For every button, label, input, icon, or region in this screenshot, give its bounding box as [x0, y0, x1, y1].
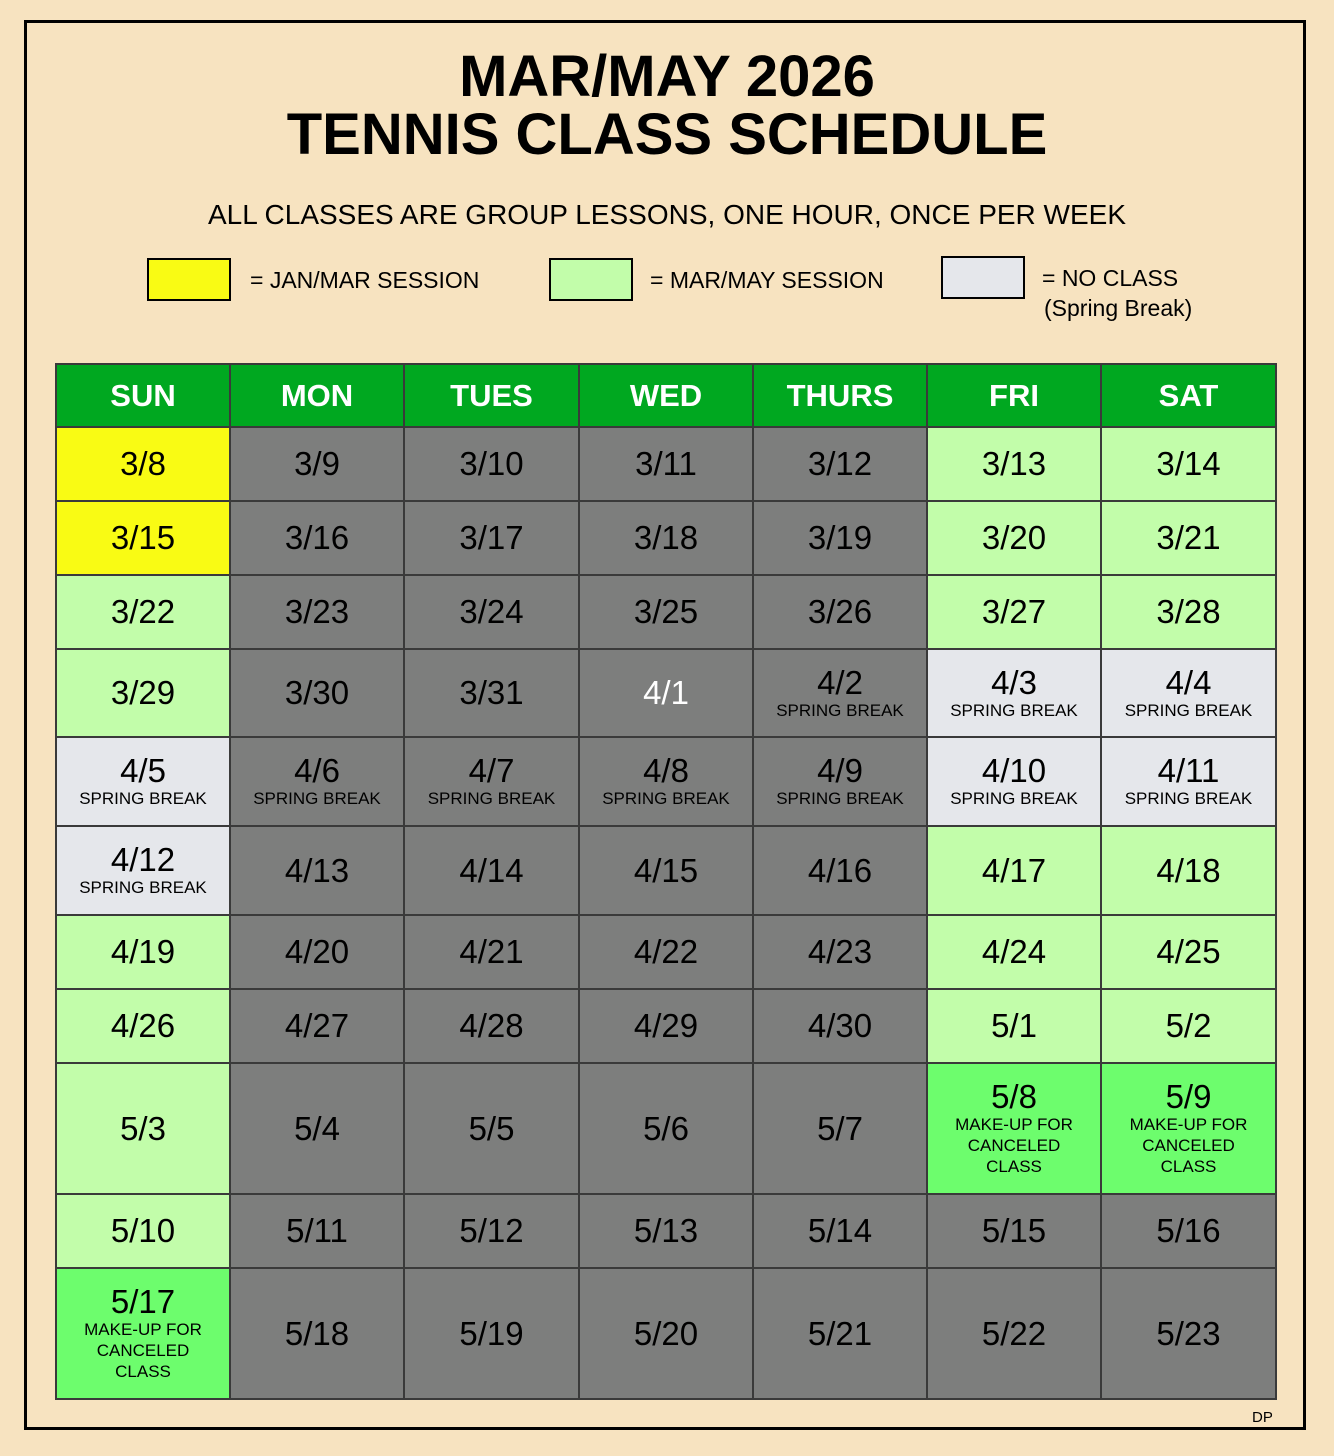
day-date: 3/19 — [807, 519, 873, 556]
day-cell — [579, 1063, 753, 1194]
day-cell — [56, 1063, 230, 1194]
day-cell — [753, 649, 927, 737]
day-note: SPRING BREAK — [79, 878, 207, 897]
day-date: 4/8 — [643, 752, 689, 789]
day-cell — [56, 915, 230, 989]
day-date: 4/1 — [643, 674, 689, 711]
day-cell — [1101, 826, 1276, 915]
day-cell — [753, 575, 927, 649]
day-cell — [753, 427, 927, 501]
day-date: 3/25 — [633, 593, 699, 630]
day-date: 3/22 — [110, 593, 176, 630]
day-date: 3/18 — [633, 519, 699, 556]
day-header-fri: FRI — [927, 364, 1101, 427]
day-date: 4/13 — [284, 851, 350, 889]
title-line-1: MAR/MAY 2026 — [459, 44, 875, 109]
day-date: 3/21 — [1156, 519, 1221, 556]
credit-initials: DP — [1252, 1409, 1273, 1426]
day-note: SPRING BREAK — [776, 700, 904, 720]
day-date: 5/12 — [459, 1212, 524, 1249]
day-cell — [579, 501, 753, 575]
legend-label-jan-mar: = JAN/MAR SESSION — [250, 267, 480, 293]
day-cell — [579, 989, 753, 1063]
day-cell — [56, 1268, 230, 1399]
day-date: 4/29 — [633, 1007, 699, 1044]
day-date: 5/7 — [817, 1109, 863, 1147]
day-date: 4/5 — [120, 752, 166, 789]
day-date: 3/29 — [110, 674, 176, 711]
day-cell — [230, 427, 404, 501]
week-row — [56, 427, 1276, 501]
legend-label-no-class: = NO CLASS — [1042, 265, 1179, 291]
day-date: 4/6 — [294, 752, 340, 789]
day-cell — [56, 1194, 230, 1268]
day-cell — [230, 575, 404, 649]
day-cell — [230, 501, 404, 575]
day-date: 4/3 — [991, 663, 1037, 701]
day-date: 3/9 — [294, 445, 340, 482]
day-cell — [230, 826, 404, 915]
day-date: 5/1 — [991, 1007, 1037, 1044]
day-date: 5/10 — [110, 1212, 176, 1249]
day-cell — [579, 427, 753, 501]
day-date: 3/14 — [1156, 445, 1221, 482]
day-header-mon: MON — [230, 364, 404, 427]
schedule-calendar — [55, 363, 1277, 1400]
day-date: 5/19 — [459, 1314, 524, 1352]
day-date: 5/22 — [981, 1314, 1047, 1352]
legend-swatch-jan-mar — [147, 258, 231, 301]
day-date: 3/28 — [1156, 593, 1221, 630]
day-cell — [1101, 501, 1276, 575]
day-note: SPRING BREAK — [1124, 700, 1253, 720]
day-date: 5/11 — [286, 1212, 348, 1249]
day-date: 3/16 — [284, 519, 350, 556]
day-date: 4/9 — [817, 752, 863, 789]
day-cell — [1101, 427, 1276, 501]
day-date: 3/24 — [459, 593, 524, 630]
day-date: 3/13 — [981, 445, 1047, 482]
day-cell — [56, 826, 230, 915]
day-date: 4/25 — [1156, 933, 1221, 970]
day-date: 4/19 — [110, 933, 176, 970]
week-row — [56, 737, 1276, 826]
legend-label-mar-may: = MAR/MAY SESSION — [650, 267, 884, 293]
day-cell — [753, 1063, 927, 1194]
day-cell — [579, 1194, 753, 1268]
week-row — [56, 501, 1276, 575]
day-cell — [579, 915, 753, 989]
day-date: 5/3 — [120, 1109, 166, 1147]
day-date: 5/2 — [1165, 1007, 1212, 1044]
day-date: 4/11 — [1157, 752, 1220, 789]
day-cell — [1101, 649, 1276, 737]
week-row — [56, 649, 1276, 737]
day-cell — [1101, 915, 1276, 989]
day-date: 5/20 — [633, 1314, 699, 1352]
day-header-wed: WED — [579, 364, 753, 427]
day-cell — [1101, 1063, 1276, 1194]
day-cell — [579, 1268, 753, 1399]
day-date: 5/4 — [294, 1109, 340, 1147]
day-cell — [404, 427, 579, 501]
day-note: CLASS — [115, 1362, 171, 1381]
day-date: 4/18 — [1156, 851, 1221, 889]
day-date: 5/8 — [991, 1078, 1037, 1115]
day-cell — [753, 501, 927, 575]
day-date: 4/27 — [284, 1007, 350, 1044]
day-date: 4/10 — [981, 752, 1047, 789]
day-date: 5/17 — [110, 1283, 176, 1320]
day-note: SPRING BREAK — [950, 789, 1078, 808]
day-date: 3/26 — [807, 593, 873, 630]
day-date: 3/12 — [807, 445, 873, 482]
day-date: 4/26 — [110, 1007, 176, 1044]
day-date: 4/28 — [459, 1007, 524, 1044]
day-cell — [230, 1194, 404, 1268]
day-date: 4/23 — [807, 933, 873, 970]
day-cell — [404, 1268, 579, 1399]
day-cell — [579, 649, 753, 737]
day-cell — [1101, 737, 1276, 826]
day-header-sun: SUN — [56, 364, 230, 427]
day-cell — [1101, 1268, 1276, 1399]
day-date: 5/6 — [643, 1109, 689, 1147]
week-row — [56, 1194, 1276, 1268]
day-cell — [230, 737, 404, 826]
day-note: CANCELED — [1142, 1136, 1235, 1155]
week-row — [56, 1063, 1276, 1194]
day-date: 4/14 — [459, 851, 524, 889]
day-date: 3/11 — [635, 445, 697, 482]
day-cell — [404, 989, 579, 1063]
day-note: SPRING BREAK — [427, 789, 556, 808]
day-date: 5/15 — [981, 1212, 1047, 1249]
day-date: 5/5 — [468, 1109, 515, 1147]
day-cell — [404, 501, 579, 575]
day-note: SPRING BREAK — [602, 789, 730, 808]
day-header-sat: SAT — [1101, 364, 1276, 427]
subtitle: ALL CLASSES ARE GROUP LESSONS, ONE HOUR, ONCE PER WEEK — [207, 199, 1127, 230]
day-date: 4/7 — [468, 752, 515, 789]
day-date: 4/22 — [633, 933, 699, 970]
day-note: SPRING BREAK — [950, 700, 1078, 720]
day-cell — [753, 737, 927, 826]
day-date: 3/17 — [459, 519, 524, 556]
legend-swatch-no-class — [941, 256, 1025, 299]
day-date: 4/20 — [284, 933, 350, 970]
day-cell — [753, 826, 927, 915]
day-note: SPRING BREAK — [253, 789, 381, 808]
day-cell — [927, 1063, 1101, 1194]
day-note: MAKE-UP FOR — [84, 1320, 202, 1339]
day-cell — [56, 575, 230, 649]
day-cell — [579, 826, 753, 915]
day-date: 3/23 — [284, 593, 350, 630]
day-cell — [927, 1194, 1101, 1268]
day-cell — [56, 737, 230, 826]
day-cell — [404, 649, 579, 737]
day-note: CLASS — [986, 1157, 1042, 1176]
day-date: 4/12 — [110, 841, 176, 878]
title-line-2: TENNIS CLASS SCHEDULE — [286, 102, 1048, 167]
week-row — [56, 915, 1276, 989]
day-cell — [927, 989, 1101, 1063]
day-header-thurs: THURS — [753, 364, 927, 427]
day-date: 4/30 — [807, 1007, 873, 1044]
day-cell — [56, 649, 230, 737]
day-note: CANCELED — [967, 1136, 1061, 1155]
day-note: SPRING BREAK — [1124, 789, 1253, 808]
day-cell — [230, 989, 404, 1063]
day-cell — [230, 1063, 404, 1194]
day-cell — [927, 737, 1101, 826]
week-row — [56, 1268, 1276, 1399]
week-row — [56, 826, 1276, 915]
day-cell — [404, 826, 579, 915]
day-cell — [927, 501, 1101, 575]
day-cell — [753, 989, 927, 1063]
day-cell — [753, 915, 927, 989]
day-cell — [230, 1268, 404, 1399]
day-date: 5/13 — [633, 1212, 699, 1249]
day-cell — [56, 989, 230, 1063]
day-cell — [1101, 1194, 1276, 1268]
day-cell — [927, 575, 1101, 649]
day-date: 3/20 — [981, 519, 1047, 556]
day-note: MAKE-UP FOR — [955, 1115, 1073, 1134]
day-cell — [404, 1063, 579, 1194]
day-date: 3/27 — [981, 593, 1047, 630]
day-date: 5/16 — [1156, 1212, 1221, 1249]
calendar-body — [56, 427, 1276, 1399]
legend-swatch-mar-may — [549, 258, 633, 301]
day-cell — [753, 1268, 927, 1399]
day-date: 4/24 — [981, 933, 1047, 970]
week-row — [56, 989, 1276, 1063]
day-cell — [753, 1194, 927, 1268]
day-cell — [230, 649, 404, 737]
day-cell — [404, 1194, 579, 1268]
day-date: 5/14 — [807, 1212, 873, 1249]
day-note: CANCELED — [96, 1341, 190, 1360]
day-date: 4/17 — [981, 851, 1047, 889]
day-date: 5/21 — [807, 1314, 873, 1352]
day-cell — [1101, 575, 1276, 649]
day-note: CLASS — [1160, 1157, 1217, 1176]
day-date: 4/4 — [1165, 663, 1212, 701]
day-cell — [927, 915, 1101, 989]
day-cell — [404, 915, 579, 989]
day-date: 4/16 — [807, 851, 873, 889]
day-note: SPRING BREAK — [79, 789, 207, 808]
page-title — [0, 44, 1334, 167]
day-date: 3/10 — [459, 445, 524, 482]
day-date: 5/23 — [1156, 1314, 1221, 1352]
week-row — [56, 575, 1276, 649]
day-date: 3/15 — [110, 519, 176, 556]
day-cell — [404, 737, 579, 826]
day-cell — [1101, 989, 1276, 1063]
day-cell — [927, 1268, 1101, 1399]
day-cell — [56, 427, 230, 501]
day-cell — [56, 501, 230, 575]
day-cell — [927, 649, 1101, 737]
day-date: 4/21 — [459, 933, 524, 970]
day-date: 3/31 — [459, 674, 524, 711]
day-note: SPRING BREAK — [776, 789, 904, 808]
day-cell — [927, 826, 1101, 915]
day-header-row — [56, 364, 1276, 427]
day-cell — [579, 575, 753, 649]
day-cell — [404, 575, 579, 649]
day-date: 5/9 — [1165, 1078, 1212, 1115]
day-cell — [579, 737, 753, 826]
day-date: 4/15 — [633, 851, 699, 889]
legend-sublabel-spring-break: (Spring Break) — [1044, 295, 1193, 321]
day-cell — [927, 427, 1101, 501]
day-date: 3/8 — [120, 445, 166, 482]
day-cell — [230, 915, 404, 989]
day-date: 5/18 — [284, 1314, 350, 1352]
day-header-tues: TUES — [404, 364, 579, 427]
day-note: MAKE-UP FOR — [1129, 1115, 1248, 1134]
day-date: 4/2 — [817, 663, 863, 701]
day-date: 3/30 — [284, 674, 350, 711]
